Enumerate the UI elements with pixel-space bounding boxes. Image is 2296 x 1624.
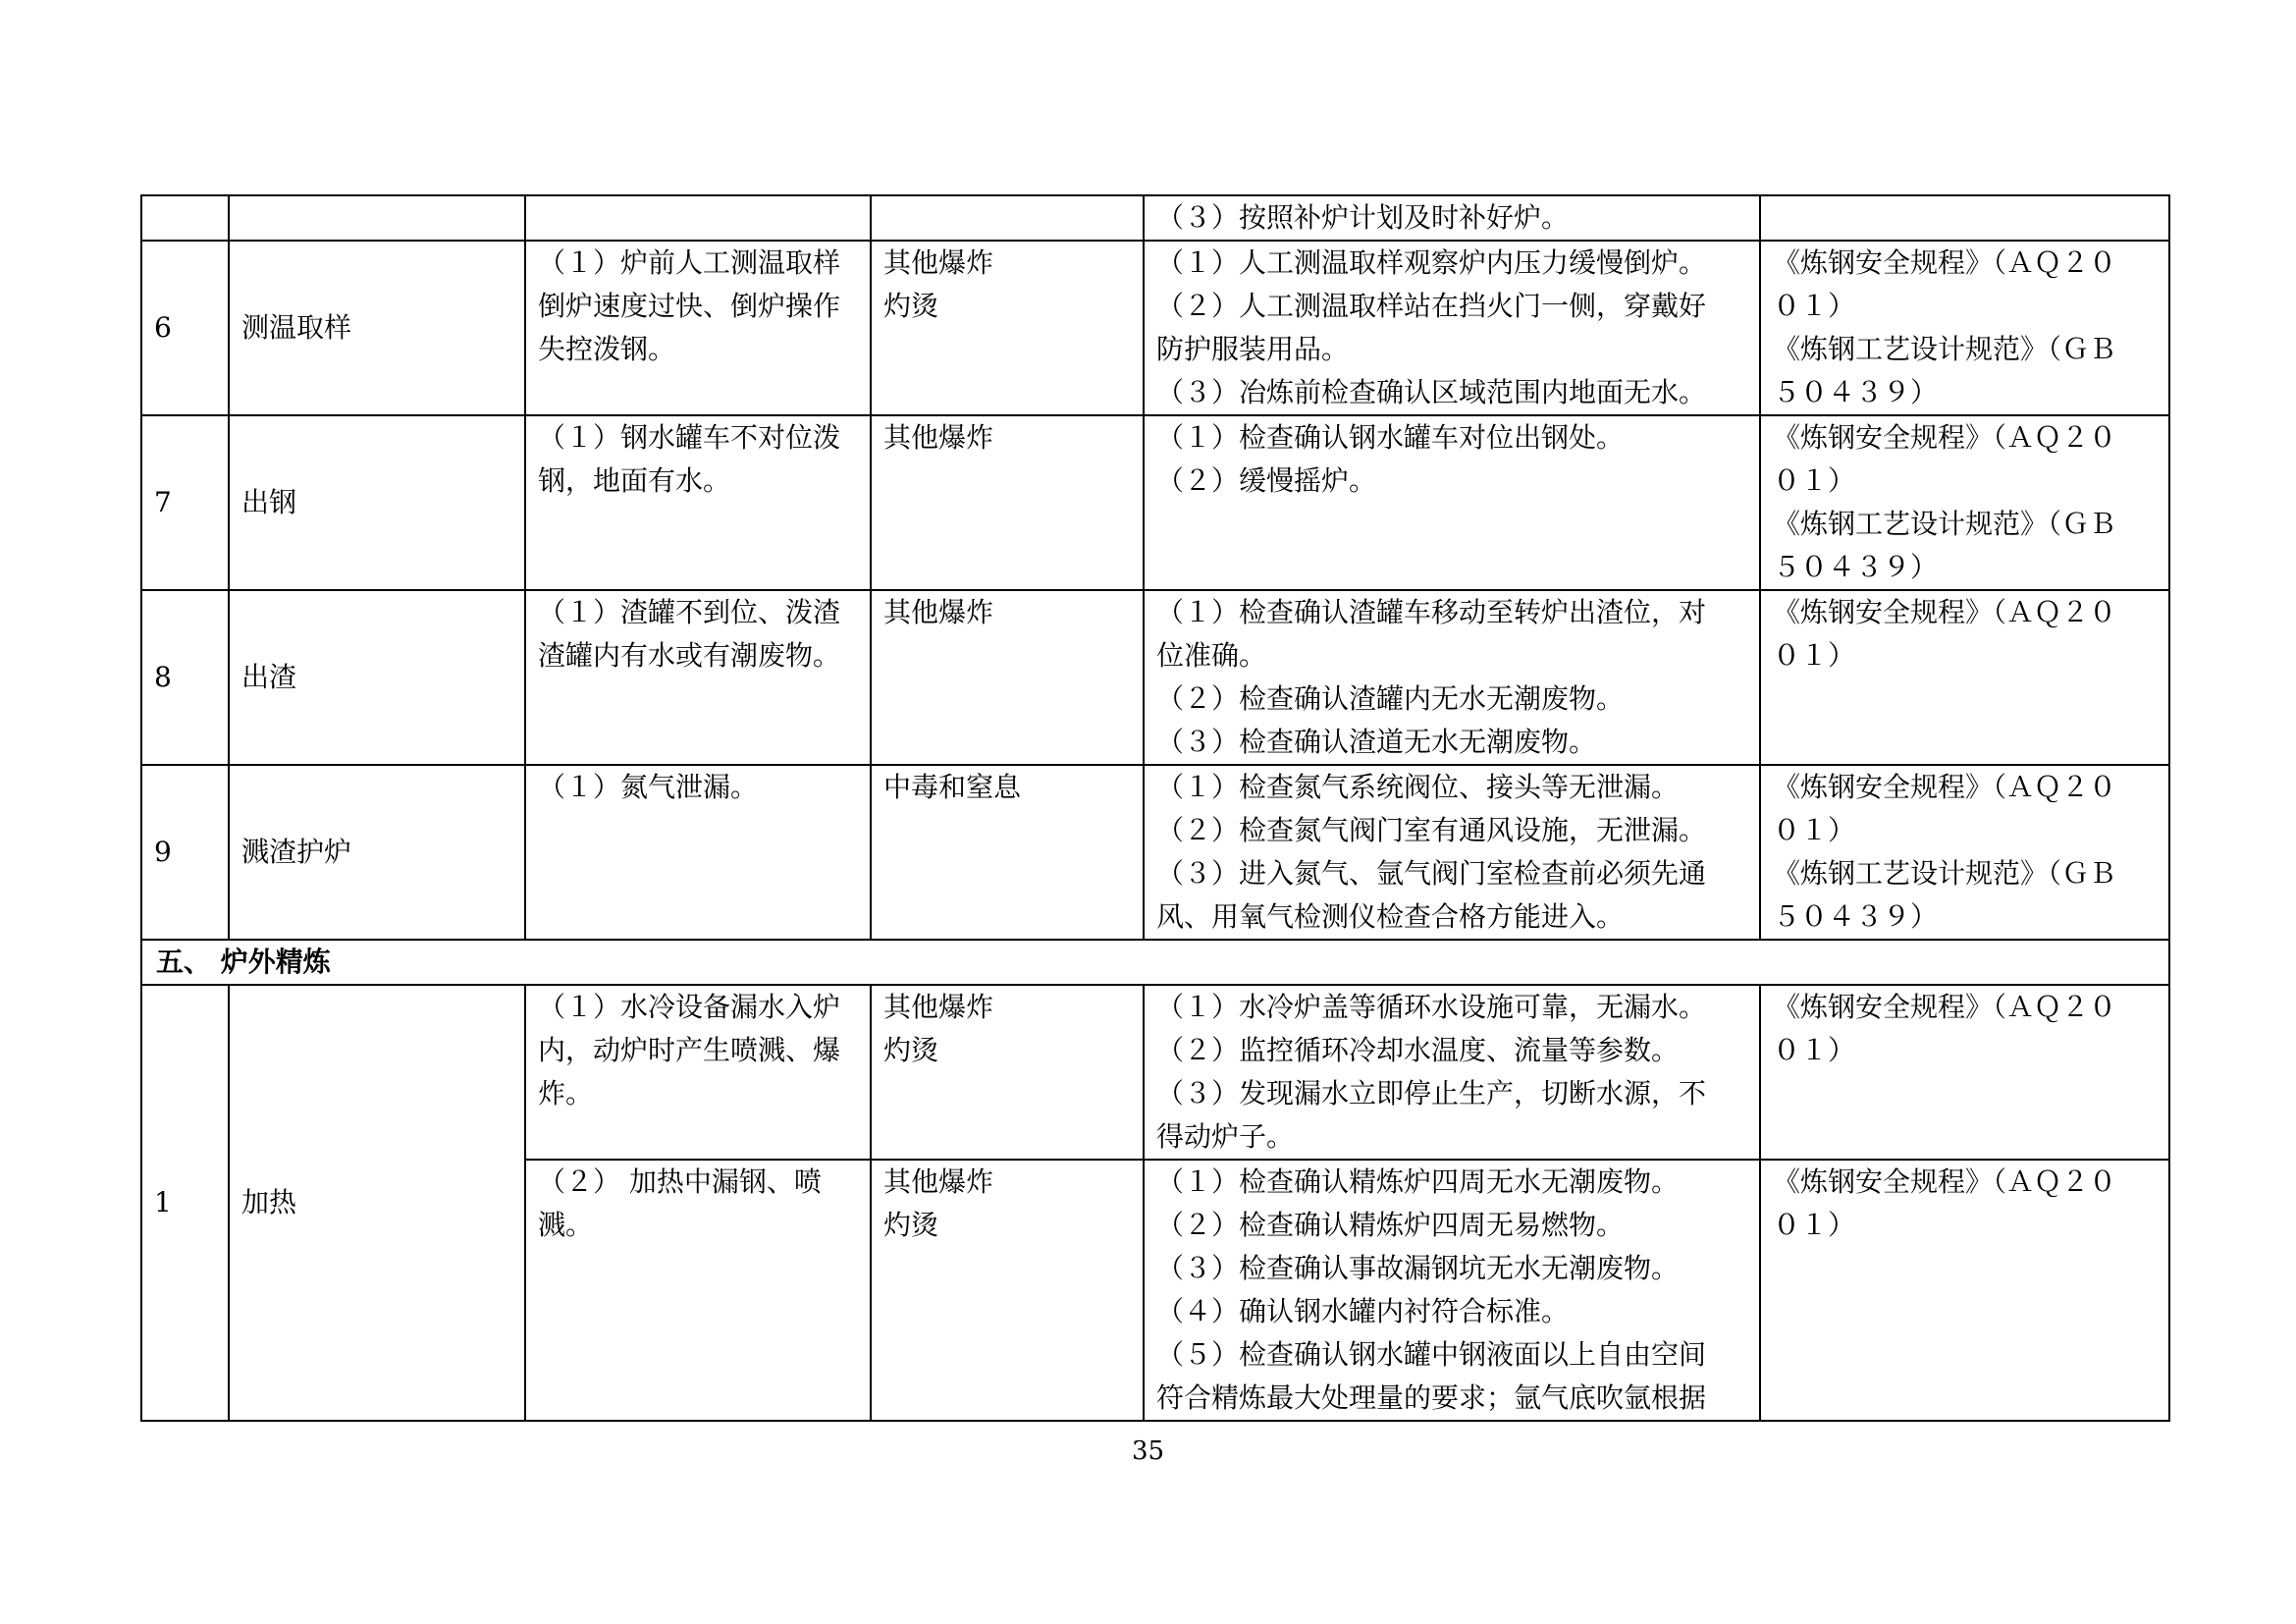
cell-hazard [525, 985, 871, 1160]
cell-no [141, 195, 229, 241]
cell-accident [871, 1160, 1144, 1421]
text-line: 《炼钢安全规程》（ＡＱ２０ [1773, 771, 2117, 803]
step-name: 出渣 [241, 661, 297, 693]
text-line: 《炼钢工艺设计规范》（ＧＢ [1773, 508, 2117, 540]
text-line: 失控泼钢。 [538, 333, 676, 365]
text-line: 《炼钢安全规程》（ＡＱ２０ [1773, 1165, 2117, 1198]
text-line: （１）炉前人工测温取样 [538, 246, 841, 279]
step-name: 溅渣护炉 [241, 836, 352, 868]
table-row [141, 985, 2169, 1160]
cell-basis [1760, 241, 2169, 415]
text-line: 灼烫 [883, 290, 939, 322]
cell-step [229, 765, 525, 940]
cell-basis [1760, 985, 2169, 1160]
text-line: ０１） [1773, 290, 1856, 322]
text-line: 渣罐内有水或有潮废物。 [538, 639, 841, 672]
cell-no [141, 415, 229, 590]
row-number: 8 [154, 661, 172, 693]
text-line: （１）检查确认精炼炉四周无水无潮废物。 [1156, 1165, 1680, 1198]
text-line: （１）水冷炉盖等循环水设施可靠，无漏水。 [1156, 991, 1707, 1023]
cell-measures [1144, 415, 1760, 590]
cell-basis [1760, 765, 2169, 940]
text-line: 得动炉子。 [1156, 1120, 1295, 1153]
text-line: （１）检查确认钢水罐车对位出钢处。 [1156, 421, 1625, 454]
text-line: 溅。 [538, 1209, 594, 1241]
text-line: （３）发现漏水立即停止生产，切断水源，不 [1156, 1077, 1707, 1110]
text-line: 《炼钢安全规程》（ＡＱ２０ [1773, 421, 2117, 454]
table-row [141, 195, 2169, 241]
cell-hazard [525, 590, 871, 765]
cell-measures [1144, 1160, 1760, 1421]
cell-basis [1760, 1160, 2169, 1421]
page-number: 35 [1131, 1436, 1165, 1466]
text-line: （３）按照补炉计划及时补好炉。 [1156, 201, 1570, 234]
text-line: （２）检查氮气阀门室有通风设施，无泄漏。 [1156, 814, 1707, 846]
hazard-table [140, 194, 2170, 1422]
text-line: （１）检查确认渣罐车移动至转炉出渣位，对 [1156, 596, 1707, 628]
text-line: ５０４３９） [1773, 900, 1939, 933]
text-line: 《炼钢安全规程》（ＡＱ２０ [1773, 246, 2117, 279]
text-line: ０１） [1773, 464, 1856, 497]
text-line: 内，动炉时产生喷溅、爆 [538, 1034, 841, 1066]
text-line: （１）渣罐不到位、泼渣 [538, 596, 841, 628]
text-line: ５０４３９） [1773, 376, 1939, 408]
text-line: 位准确。 [1156, 639, 1267, 672]
cell-basis [1760, 590, 2169, 765]
cell-step [229, 241, 525, 415]
row-number: 1 [154, 1186, 172, 1218]
step-name: 测温取样 [241, 311, 352, 344]
text-line: （３）冶炼前检查确认区域范围内地面无水。 [1156, 376, 1707, 408]
text-line: 其他爆炸 [883, 421, 994, 454]
step-name: 加热 [241, 1186, 297, 1218]
text-line: ０１） [1773, 1209, 1856, 1241]
text-line: （１）检查氮气系统阀位、接头等无泄漏。 [1156, 771, 1680, 803]
cell-measures [1144, 241, 1760, 415]
cell-hazard [525, 415, 871, 590]
cell-no [141, 590, 229, 765]
text-line: 《炼钢工艺设计规范》（ＧＢ [1773, 857, 2117, 890]
text-line: ５０４３９） [1773, 551, 1939, 583]
cell-measures [1144, 985, 1760, 1160]
table-row [141, 241, 2169, 415]
text-line: （１）钢水罐车不对位泼 [538, 421, 841, 454]
text-line: （２）检查确认渣罐内无水无潮废物。 [1156, 682, 1625, 715]
text-line: 其他爆炸 [883, 596, 994, 628]
text-line: 灼烫 [883, 1209, 939, 1241]
cell-hazard [525, 1160, 871, 1421]
row-number: 6 [154, 311, 172, 344]
text-line: （１）人工测温取样观察炉内压力缓慢倒炉。 [1156, 246, 1707, 279]
cell-accident [871, 241, 1144, 415]
cell-measures [1144, 590, 1760, 765]
cell-accident [871, 195, 1144, 241]
text-line: ０１） [1773, 1034, 1856, 1066]
cell-measures [1144, 195, 1760, 241]
cell-step [229, 590, 525, 765]
text-line: （２）人工测温取样站在挡火门一侧，穿戴好 [1156, 290, 1707, 322]
cell-accident [871, 765, 1144, 940]
text-line: 其他爆炸 [883, 991, 994, 1023]
text-line: ０１） [1773, 639, 1856, 672]
text-line: 中毒和窒息 [883, 771, 1022, 803]
text-line: 防护服装用品。 [1156, 333, 1350, 365]
text-line: 倒炉速度过快、倒炉操作 [538, 290, 841, 322]
cell-basis [1760, 415, 2169, 590]
text-line: 风、用氧气检测仪检查合格方能进入。 [1156, 900, 1625, 933]
section-row [141, 940, 2169, 985]
cell-no [141, 985, 229, 1421]
text-line: 钢，地面有水。 [538, 464, 731, 497]
cell-accident [871, 985, 1144, 1160]
text-line: （３）检查确认渣道无水无潮废物。 [1156, 726, 1597, 758]
cell-hazard [525, 765, 871, 940]
text-line: ０１） [1773, 814, 1856, 846]
cell-measures [1144, 765, 1760, 940]
cell-hazard [525, 241, 871, 415]
text-line: （２）监控循环冷却水温度、流量等参数。 [1156, 1034, 1680, 1066]
section-heading: 五、 炉外精炼 [141, 940, 2169, 985]
cell-no [141, 241, 229, 415]
text-line: （１）水冷设备漏水入炉 [538, 991, 841, 1023]
cell-accident [871, 590, 1144, 765]
text-line: 《炼钢安全规程》（ＡＱ２０ [1773, 991, 2117, 1023]
text-line: 《炼钢安全规程》（ＡＱ２０ [1773, 596, 2117, 628]
row-number: 7 [154, 486, 172, 518]
text-line: （１）氮气泄漏。 [538, 771, 759, 803]
text-line: 符合精炼最大处理量的要求；氩气底吹氩根据 [1156, 1381, 1707, 1414]
table-row [141, 765, 2169, 940]
text-line: （５）检查确认钢水罐中钢液面以上自由空间 [1156, 1338, 1707, 1371]
text-line: （２）检查确认精炼炉四周无易燃物。 [1156, 1209, 1625, 1241]
text-line: （２） 加热中漏钢、喷 [538, 1165, 822, 1198]
text-line: 炸。 [538, 1077, 594, 1110]
table-row [141, 415, 2169, 590]
text-line: （２）缓慢摇炉。 [1156, 464, 1377, 497]
row-number: 9 [154, 836, 172, 868]
text-line: （３）检查确认事故漏钢坑无水无潮废物。 [1156, 1252, 1680, 1284]
cell-accident [871, 415, 1144, 590]
text-line: 其他爆炸 [883, 246, 994, 279]
text-line: （４）确认钢水罐内衬符合标准。 [1156, 1295, 1570, 1327]
step-name: 出钢 [241, 486, 297, 518]
table-row [141, 590, 2169, 765]
text-line: 灼烫 [883, 1034, 939, 1066]
cell-step [229, 985, 525, 1421]
cell-step [229, 195, 525, 241]
text-line: 其他爆炸 [883, 1165, 994, 1198]
cell-hazard [525, 195, 871, 241]
cell-step [229, 415, 525, 590]
cell-no [141, 765, 229, 940]
text-line: 《炼钢工艺设计规范》（ＧＢ [1773, 333, 2117, 365]
text-line: （３）进入氮气、氩气阀门室检查前必须先通 [1156, 857, 1707, 890]
cell-basis [1760, 195, 2169, 241]
